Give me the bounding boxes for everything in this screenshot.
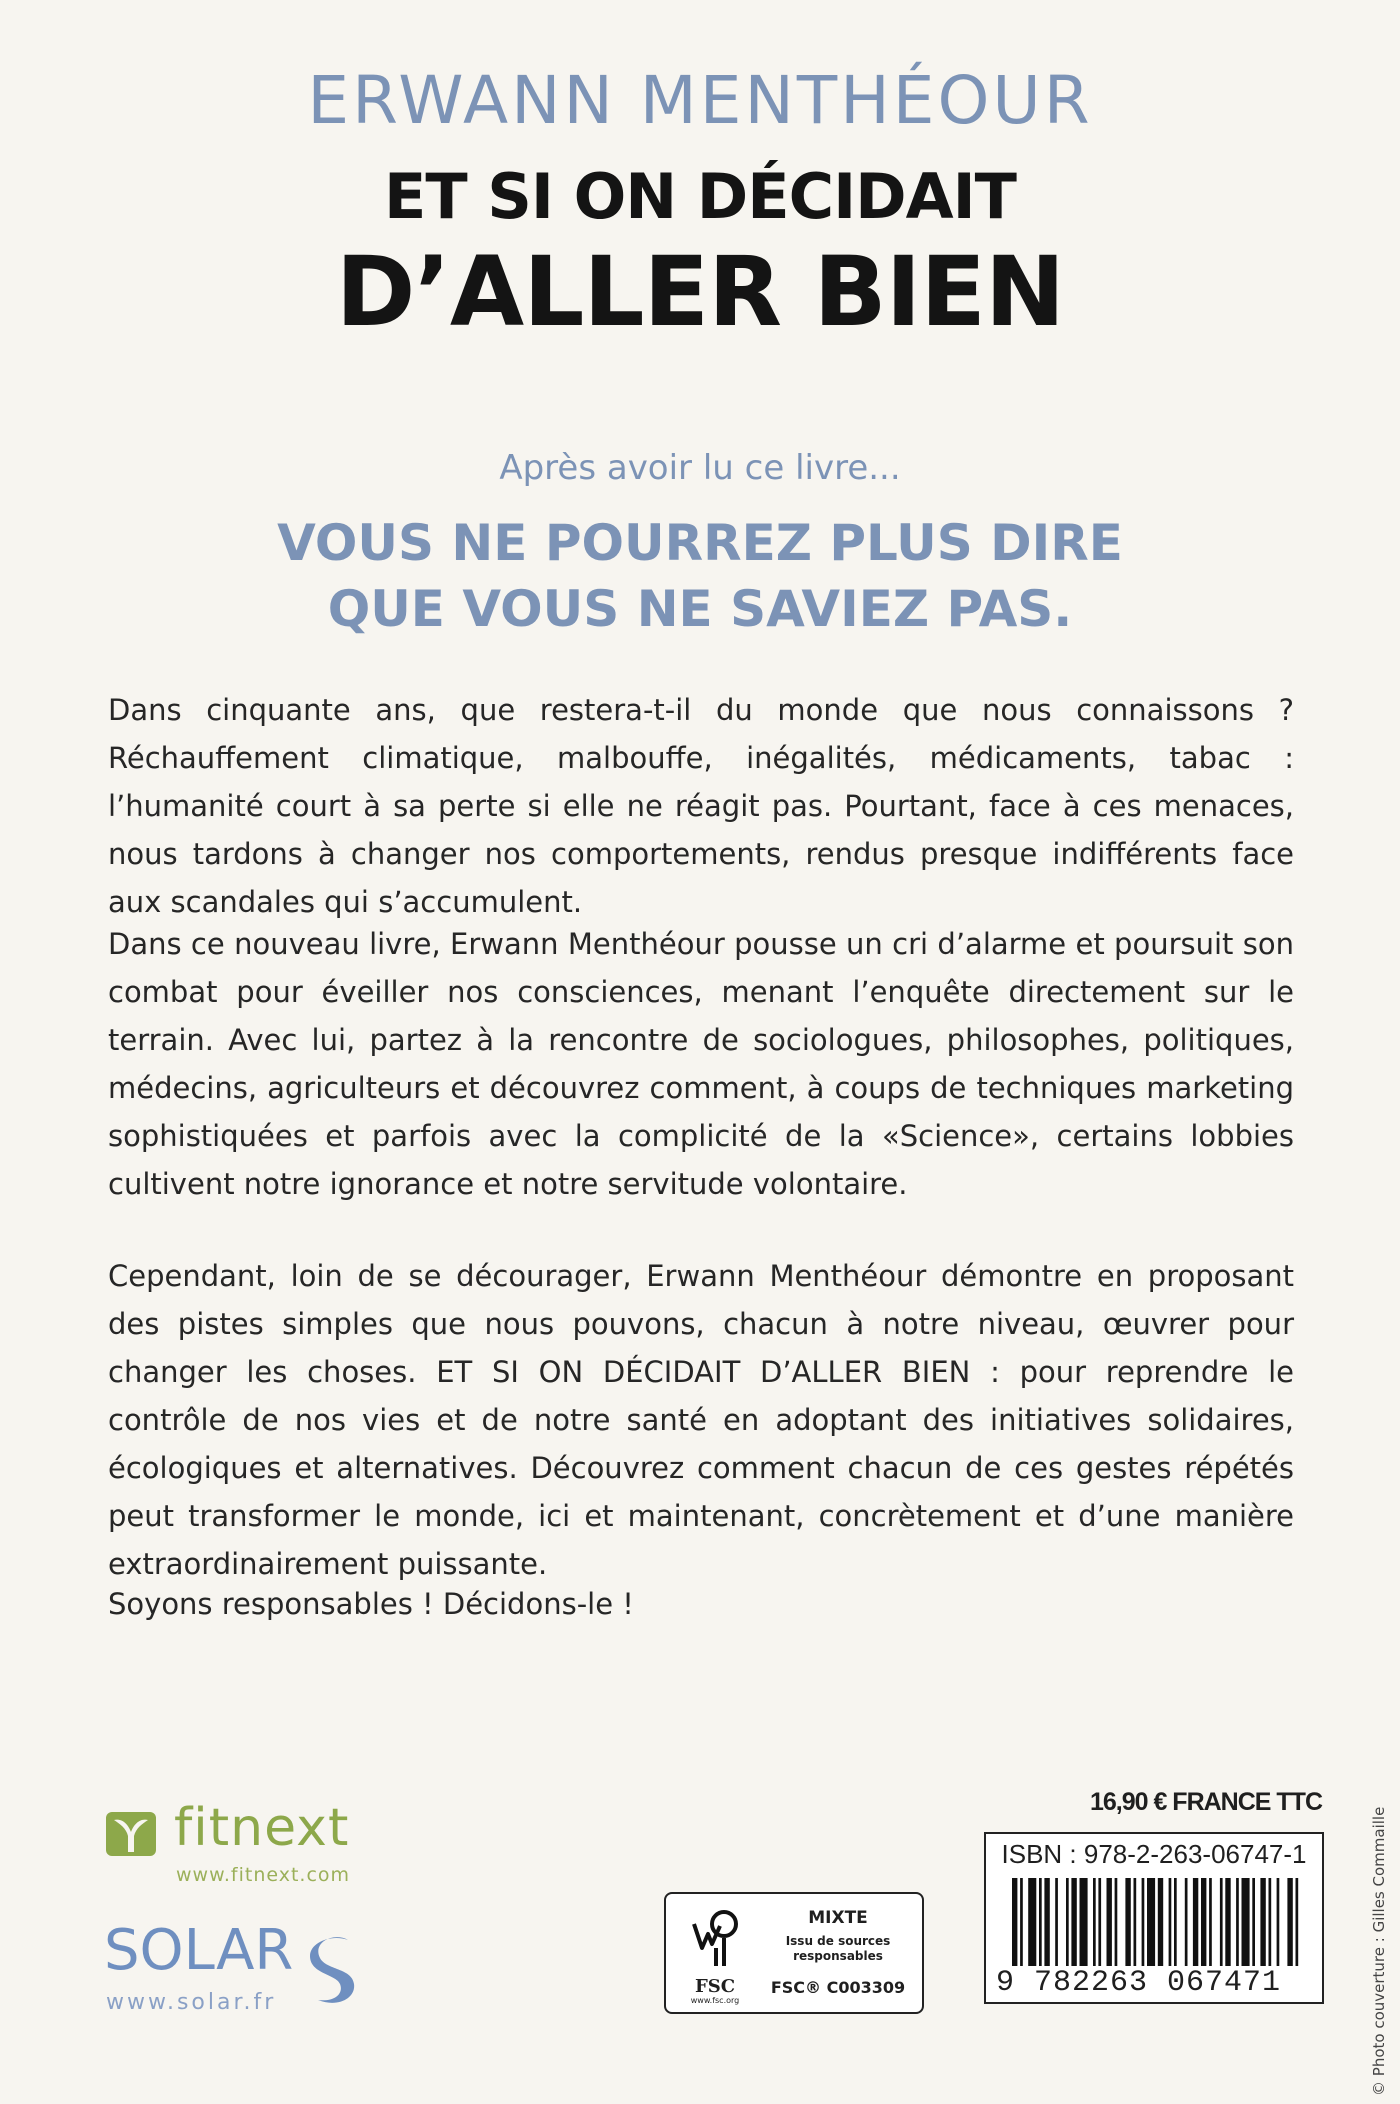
body-paragraph-3: Cependant, loin de se décourager, Erwann Menthéour démontre en proposant des pistes simples que nous pouvons, chacun à notre niveau, œuvrer pour changer les choses. ET SI ON DÉCIDAIT D’ALLER BIEN : pour reprendre le contrôle de nos vies et de notre santé en adoptant des initiatives solidaires, écologiques et alternatives. Découvrez comment chacun de ces gestes répétés peut transformer le monde, ici et maintenant, concrètement et d’une manière extraordinairement puissante. (108, 1259, 1294, 1581)
solar-name: SOLAR (104, 1918, 294, 1983)
barcode-bar (1220, 1878, 1223, 1966)
lead-text: Après avoir lu ce livre... (499, 448, 901, 488)
headline-line2: QUE VOUS NE SAVIEZ PAS. (327, 580, 1073, 638)
author-name: ERWANN MENTHÉOUR (307, 62, 1093, 139)
fsc-source (758, 1934, 918, 1964)
barcode-bar (1115, 1878, 1118, 1966)
barcode-bar (1039, 1878, 1042, 1966)
isbn-box (984, 1832, 1324, 1876)
barcode-bar (1044, 1878, 1049, 1966)
fsc-source-line2: responsables (793, 1949, 883, 1963)
body-paragraph-1: Dans cinquante ans, que restera-t-il du monde que nous connaissons ? Réchauffement climatique, malbouffe, inégalités, médicaments, tabac : l’humanité court à sa perte si elle ne réagit pas. Pourtant, face à ces menaces, nous tardons à changer nos comportements, rendus presque indifférents face aux scandales qui s’accumulent. (108, 693, 1294, 919)
solar-s-icon (304, 1934, 364, 2008)
barcode-bar (1107, 1878, 1112, 1966)
barcode-bar (1287, 1878, 1292, 1966)
barcode-bar (1098, 1878, 1101, 1966)
barcode-bar (1080, 1878, 1088, 1966)
barcode-bar (1093, 1878, 1096, 1966)
barcode-bar (1125, 1878, 1130, 1966)
solar-logo (104, 1918, 384, 2024)
body-paragraph-4: Soyons responsables ! Décidons-le ! (108, 1587, 634, 1621)
barcode-bar (1174, 1878, 1177, 1966)
barcode-digits: 9 782263 067471 (996, 1966, 1282, 2000)
barcode-bars (998, 1878, 1310, 1970)
barcode-bar (1134, 1878, 1137, 1966)
barcode-bar (1185, 1878, 1188, 1966)
barcode-bar (1225, 1878, 1230, 1966)
body-paragraph-2: Dans ce nouveau livre, Erwann Menthéour pousse un cri d’alarme et poursuit son combat pour éveiller nos consciences, menant l’enquête directement sur le terrain. Avec lui, partez à la rencontre de sociologues, philosophes, politiques, médecins, agriculteurs et découvrez comment, à coups de techniques marketing sophistiquées et parfois avec la complicité de la «Science», certains lobbies cultivent notre ignorance et notre servitude volontaire. (108, 927, 1294, 1201)
barcode-bar (1066, 1878, 1069, 1966)
barcode-bar (1147, 1878, 1155, 1966)
barcode-bar (1296, 1878, 1299, 1966)
barcode-bar (1071, 1878, 1076, 1966)
barcode (984, 1872, 1324, 2004)
fitnext-url: www.fitnext.com (176, 1864, 351, 1886)
barcode-bar (1055, 1878, 1058, 1966)
fsc-tree-icon (680, 1904, 750, 1974)
isbn: ISBN : 978-2-263-06747-1 (1001, 1839, 1307, 1869)
barcode-bar (1193, 1878, 1198, 1966)
fsc-label-box (664, 1892, 924, 2014)
headline (0, 510, 1400, 642)
barcode-bar (1260, 1878, 1265, 1966)
barcode-bar (1269, 1878, 1272, 1966)
book-title-line1: ET SI ON DÉCIDAIT (384, 160, 1016, 233)
barcode-bar (1201, 1878, 1206, 1966)
photo-credit: © Photo couverture : Gilles Commaille (1370, 1806, 1388, 2096)
fsc-code: FSC® C003309 (770, 1978, 906, 1997)
barcode-bar (1252, 1878, 1255, 1966)
headline-line1: VOUS NE POURREZ PLUS DIRE (277, 514, 1123, 572)
barcode-bar (1012, 1878, 1017, 1966)
barcode-bar (1209, 1878, 1212, 1966)
barcode-bar (1242, 1878, 1250, 1966)
fsc-source-line1: Issu de sources (785, 1934, 891, 1948)
fsc-site: www.fsc.org (690, 1996, 740, 2005)
fitnext-logo (104, 1798, 384, 1888)
fsc-logo-text: FSC (694, 1976, 736, 1997)
barcode-bar (1277, 1878, 1280, 1966)
book-title-line2: D’ALLER BIEN (335, 236, 1065, 348)
barcode-bar (1236, 1878, 1239, 1966)
fitnext-name: fitnext (174, 1798, 350, 1858)
barcode-bar (1158, 1878, 1163, 1966)
fitnext-leaf-icon (106, 1812, 156, 1856)
barcode-bar (1020, 1878, 1023, 1966)
solar-url: www.solar.fr (106, 1990, 277, 2015)
barcode-bar (1169, 1878, 1172, 1966)
fsc-mixte: MIXTE (808, 1908, 868, 1928)
barcode-bar (1142, 1878, 1145, 1966)
barcode-bar (1028, 1878, 1036, 1966)
price: 16,90 € FRANCE TTC (1089, 1788, 1322, 1816)
